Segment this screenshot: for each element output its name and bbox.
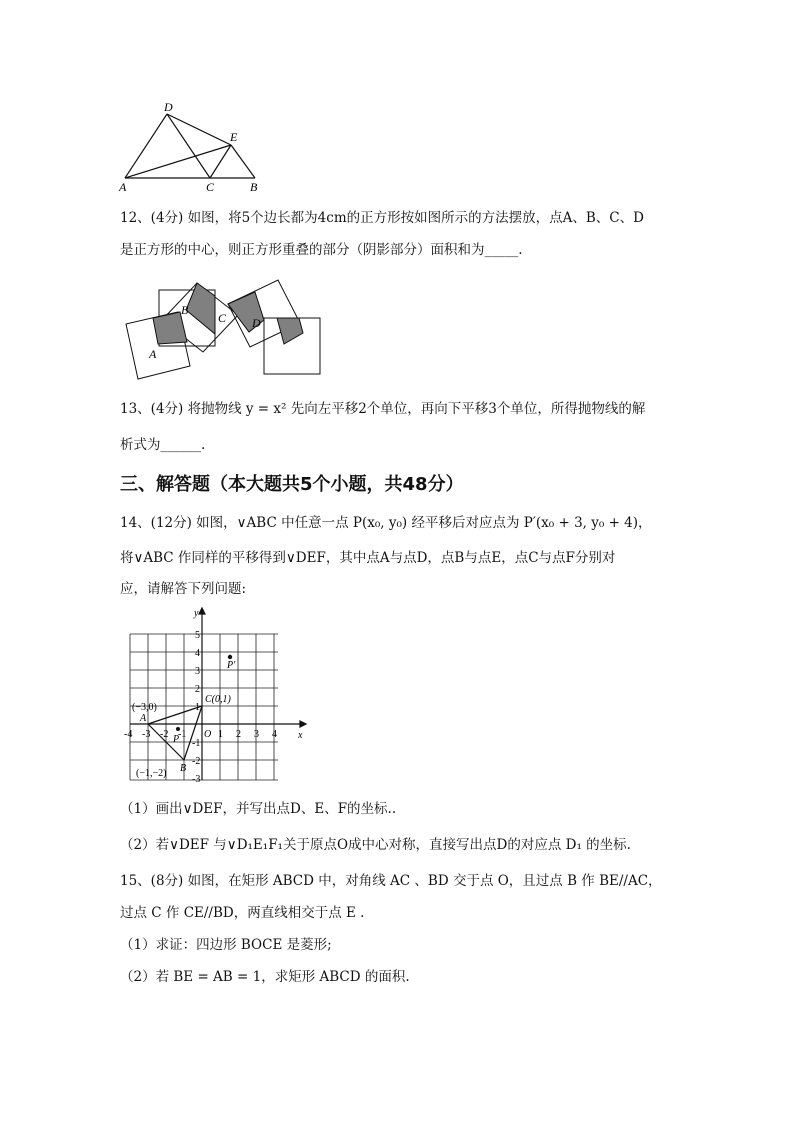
x-tick-4: 4 [272,729,277,740]
x-tick-neg1: -1 [178,729,187,740]
x-tick-2: 2 [236,729,241,740]
y-tick-5: 5 [195,630,200,641]
squares-figure [120,276,330,386]
y-tick-neg3: -3 [192,774,201,785]
point-label-a: A [140,713,147,724]
y-tick-2: 2 [195,684,200,695]
y-tick-3: 3 [195,666,200,677]
point-label-b: B [180,763,187,774]
point-label-o: O [204,729,212,740]
point-label-p: P [173,734,180,745]
q15-sub2: （2）若 BE = AB = 1，求矩形 ABCD 的面积. [120,969,410,985]
point-label-p-prime: P′ [227,660,236,671]
q15-sub1: （1）求证：四边形 BOCE 是菱形; [120,937,332,953]
q14-line3: 应，请解答下列问题: [120,581,247,597]
triangle-figure [115,98,265,194]
y-tick-neg1: -1 [192,738,201,749]
point-label-c: C [206,180,215,194]
q15-line1: 15、(8分) 如图，在矩形 ABCD 中，对角线 AC 、BD 交于点 O，且过点 B 作 BE//AC， [120,873,662,889]
square-center-d: D [252,316,261,330]
x-axis-label: x [298,730,303,741]
q14-sub1: （1）画出∨DEF，并写出点D、E、F的坐标.. [120,801,397,817]
point-a-coord: (−3,0) [132,702,157,713]
point-label-b: B [250,180,258,194]
x-tick-neg4: -4 [124,729,133,740]
square-center-c: C [218,311,227,325]
square-center-a: A [149,347,157,361]
q12-line1: 12、(4分) 如图，将5个边长都为4cm的正方形按如图所示的方法摆放，点A、B、C、D [120,210,644,226]
q14-line2: 将∨ABC 作同样的平移得到∨DEF，其中点A与点D，点B与点E，点C与点F分别对 [120,550,616,566]
q13-line1: 13、(4分) 将抛物线 y = x² 先向左平移2个单位，再向下平移3个单位，所得抛物线的解 [120,401,646,417]
point-label-e: E [230,130,238,144]
y-tick-neg2: -2 [192,756,201,767]
point-label-d: D [164,100,173,114]
y-tick-4: 4 [195,648,200,659]
q15-line2: 过点 C 作 CE//BD，两直线相交于点 E . [120,905,365,921]
q14-sub2: （2）若∨DEF 与∨D₁E₁F₁关于原点O成中心对称，直接写出点D的对应点 D₁ 的坐标. [120,837,631,853]
square-center-b: B [181,303,189,317]
q13-line2: 析式为______. [120,437,206,453]
point-label-a: A [119,180,127,194]
q14-line1: 14、(12分) 如图，∨ABC 中任意一点 P(x₀, y₀) 经平移后对应点为 P′(x₀ + 3, y₀ + 4)， [120,515,652,531]
y-tick-1: 1 [195,702,200,713]
x-tick-1: 1 [218,729,223,740]
point-label-c: C(0,1) [205,694,231,705]
x-tick-neg3: -3 [142,729,151,740]
x-tick-neg2: -2 [160,729,169,740]
coordinate-grid-figure [120,604,310,786]
q12-line2: 是正方形的中心，则正方形重叠的部分（阴影部分）面积和为_____. [120,242,523,258]
y-axis-label: y [194,608,199,619]
x-tick-3: 3 [254,729,259,740]
section-heading: 三、解答题（本大题共5个小题，共48分） [120,474,464,495]
point-b-coord: (−1,−2) [136,768,167,779]
